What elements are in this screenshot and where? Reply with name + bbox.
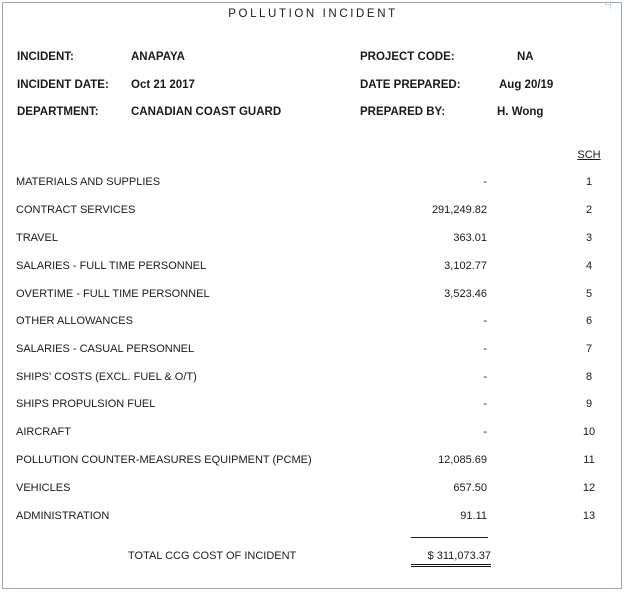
incident-value: ANAPAYA	[131, 51, 185, 63]
sch-column-header: SCH	[577, 149, 601, 161]
row-amount: -	[483, 426, 487, 438]
date-prepared-value: Aug 20/19	[499, 79, 554, 91]
row-amount: 3,523.46	[444, 288, 487, 300]
project-code-label: PROJECT CODE:	[360, 51, 455, 63]
row-label: OVERTIME - FULL TIME PERSONNEL	[16, 288, 210, 300]
row-amount: -	[483, 176, 487, 188]
row-amount: -	[483, 315, 487, 327]
row-sch: 9	[585, 398, 593, 410]
total-label: TOTAL CCG COST OF INCIDENT	[128, 550, 297, 562]
row-amount: 91.11	[460, 510, 487, 522]
row-sch: 3	[585, 232, 593, 244]
row-label: CONTRACT SERVICES	[16, 204, 136, 216]
row-amount: 657.50	[453, 482, 487, 494]
row-label: VEHICLES	[16, 482, 71, 494]
row-amount: 291,249.82	[431, 204, 487, 216]
row-label: POLLUTION COUNTER-MEASURES EQUIPMENT (PCME)	[16, 454, 312, 466]
row-amount: 363.01	[453, 232, 487, 244]
prepared-by-label: PREPARED BY:	[360, 106, 446, 118]
row-sch: 11	[583, 454, 595, 466]
row-label: SALARIES - FULL TIME PERSONNEL	[16, 260, 207, 272]
row-amount: -	[483, 343, 487, 355]
row-sch: 2	[585, 204, 593, 216]
project-code-value: NA	[517, 51, 534, 63]
incident-date-value: Oct 21 2017	[131, 79, 195, 91]
date-prepared-label: DATE PREPARED:	[360, 79, 461, 91]
row-label: AIRCRAFT	[16, 426, 71, 438]
incident-label: INCIDENT:	[17, 51, 74, 63]
row-sch: 5	[585, 288, 593, 300]
sum-rule	[411, 537, 488, 538]
row-label: TRAVEL	[16, 232, 58, 244]
row-sch: 1	[585, 176, 593, 188]
row-sch: 13	[582, 510, 596, 522]
document-title: POLLUTION INCIDENT	[228, 8, 398, 20]
prepared-by-value: H. Wong	[497, 106, 544, 118]
row-label: MATERIALS AND SUPPLIES	[16, 176, 161, 188]
row-label: SALARIES - CASUAL PERSONNEL	[16, 343, 195, 355]
row-sch: 8	[585, 371, 593, 383]
row-label: OTHER ALLOWANCES	[16, 315, 133, 327]
row-sch: 4	[585, 260, 593, 272]
incident-date-label: INCIDENT DATE:	[17, 79, 109, 91]
row-label: SHIPS PROPULSION FUEL	[16, 398, 156, 410]
row-label: SHIPS' COSTS (EXCL. FUEL & O/T)	[16, 371, 197, 383]
row-sch: 12	[582, 482, 596, 494]
department-value: CANADIAN COAST GUARD	[131, 106, 282, 118]
department-label: DEPARTMENT:	[17, 106, 99, 118]
row-sch: 6	[585, 315, 593, 327]
row-amount: -	[483, 398, 487, 410]
row-label: ADMINISTRATION	[16, 510, 110, 522]
row-sch: 10	[582, 426, 596, 438]
row-sch: 7	[585, 343, 593, 355]
total-amount: $ 311,073.37	[411, 550, 491, 567]
row-amount: -	[483, 371, 487, 383]
row-amount: 12,085.69	[438, 454, 487, 466]
row-amount: 3,102.77	[444, 260, 487, 272]
